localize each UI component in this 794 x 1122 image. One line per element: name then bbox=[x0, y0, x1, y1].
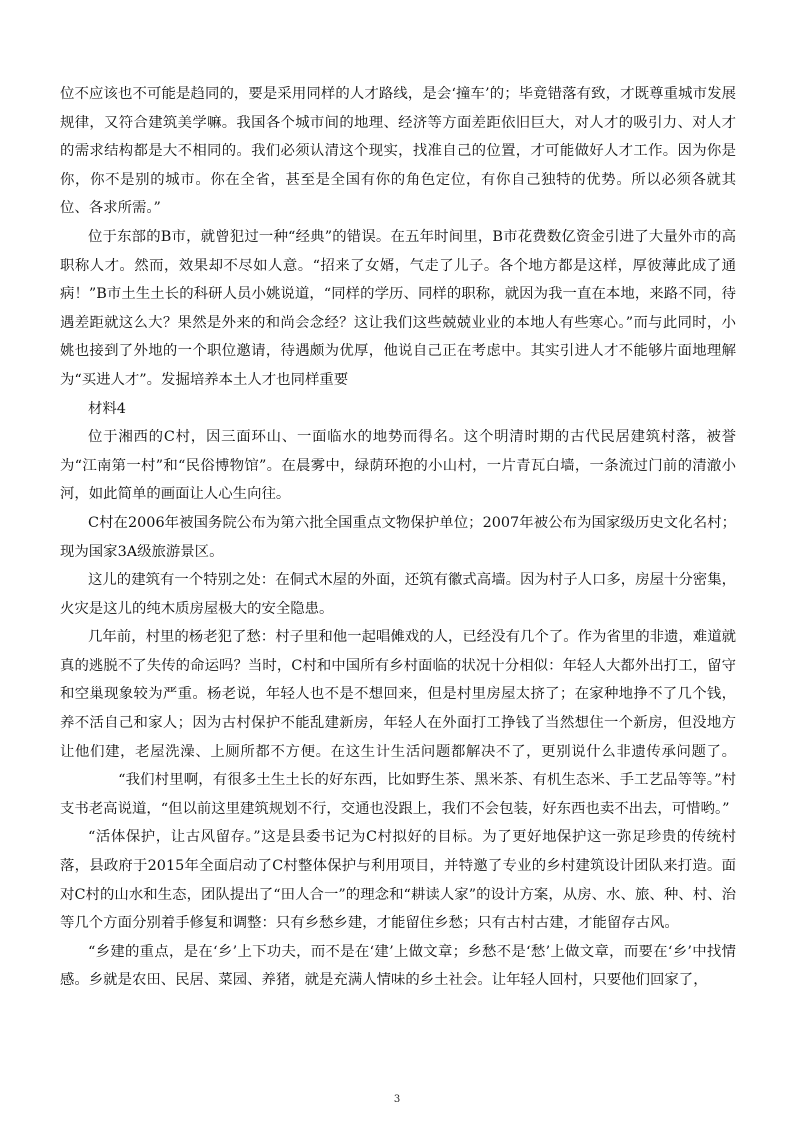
paragraph-rural-construction: “乡建的重点，是在‘乡’上下功夫，而不是在‘建’上做文章；乡愁不是‘愁’上做文章，而要在‘乡’中找情感。乡就是农田、民居、菜园、养猪，就是充满人情味的乡土社会。让年轻人回村，只要他们回家了， bbox=[60, 943, 736, 989]
page-number: 3 bbox=[393, 1094, 401, 1105]
paragraph-interview-continuation: 位不应该也不可能是趋同的，要是采用同样的人才路线，是会‘撞车’的；毕竟错落有致，才既尊重城市发展规律，又符合建筑美学嘛。我国各个城市间的地理、经济等方面差距依旧巨大，对人才的吸引力、对人才的需求结构都是大不相同的。我们必须认清这个现实，找准自己的位置，才可能做好人才工作。因为你是你，你不是别的城市。你在全省，甚至是全国有你的角色定位，有你自己独特的优势。所以必须各就其位、各求所需。” bbox=[60, 86, 736, 217]
paragraph-b-city: 位于东部的B市，就曾犯过一种“经典”的错误。在五年时间里，B市花费数亿资金引进了大量外市的高职称人才。然而，效果却不尽如人意。“招来了女婿，气走了儿子。各个地方都是这样，厚彼薄此成了通病！”B市土生土长的科研人员小姚说道，“同样的学历、同样的职称，就因为我一直在本地，来路不同，待遇差距就这么大？果然是外来的和尚会念经？这让我们这些兢兢业业的本地人有些寒心。”而与此同时，小姚也接到了外地的一个职位邀请，待遇颇为优厚，他说自己正在考虑中。其实引进人才不能够片面地理解为“买进人才”。发掘培养本土人才也同样重要 bbox=[60, 228, 736, 388]
paragraph-architecture: 这儿的建筑有一个特别之处：在侗式木屋的外面，还筑有徽式高墙。因为村子人口多，房屋十分密集，火灾是这儿的纯木质房屋极大的安全隐患。 bbox=[60, 572, 736, 617]
paragraph-c-village-honors: C村在2006年被国务院公布为第六批全国重点文物保护单位；2007年被公布为国家级历史文化名村；现为国家3A级旅游景区。 bbox=[60, 514, 736, 560]
paragraph-elder-yang: 几年前，村里的杨老犯了愁：村子里和他一起唱傩戏的人，已经没有几个了。作为省里的非遗，难道就真的逃脱不了失传的命运吗？当时，C村和中国所有乡村面临的状况十分相似：年轻人大都外出打工，留守和空巢现象较为严重。杨老说，年轻人也不是不想回来，但是村里房屋太挤了；在家种地挣不了几个钱，养不活自己和家人；因为古村保护不能乱建新房，年轻人在外面打工挣钱了当然想住一个新房，但没地方让他们建，老屋洗澡、上厕所都不方便。在这生计生活问题都解决不了，更别说什么非遗传承问题了。 “我们村里啊，有很多土生土长的好东西，比如野生茶、黑米茶、有机生态米、手工艺品等等。”村支书老高说道，“但以前这里建筑规划不行，交通也没跟上，我们不会包装，好东西也卖不出去，可惜哟。” bbox=[60, 629, 736, 817]
body-text bbox=[60, 80, 736, 995]
paragraph-c-village-intro: 位于湘西的C村，因三面环山、一面临水的地势而得名。这个明清时期的古代民居建筑村落，被誉为“江南第一村”和“民俗博物馆”。在晨雾中，绿荫环抱的小山村，一片青瓦白墙，一条流过门前的清澈小河，如此简单的画面让人心生向往。 bbox=[60, 429, 736, 503]
paragraph-living-protection: “活体保护，让古风留存。”这是县委书记为C村拟好的目标。为了更好地保护这一弥足珍贵的传统村落，县政府于2015年全面启动了C村整体保护与利用项目，并特邀了专业的乡村建筑设计团队来打造。面对C村的山水和生态，团队提出了“田人合一”的理念和“耕读人家”的设计方案，从房、水、旅、种、村、治等几个方面分别着手修复和调整：只有乡愁乡建，才能留住乡愁；只有古村古建，才能留存古风。 bbox=[60, 829, 736, 932]
section-heading-material-4: 材料4 bbox=[88, 400, 126, 417]
